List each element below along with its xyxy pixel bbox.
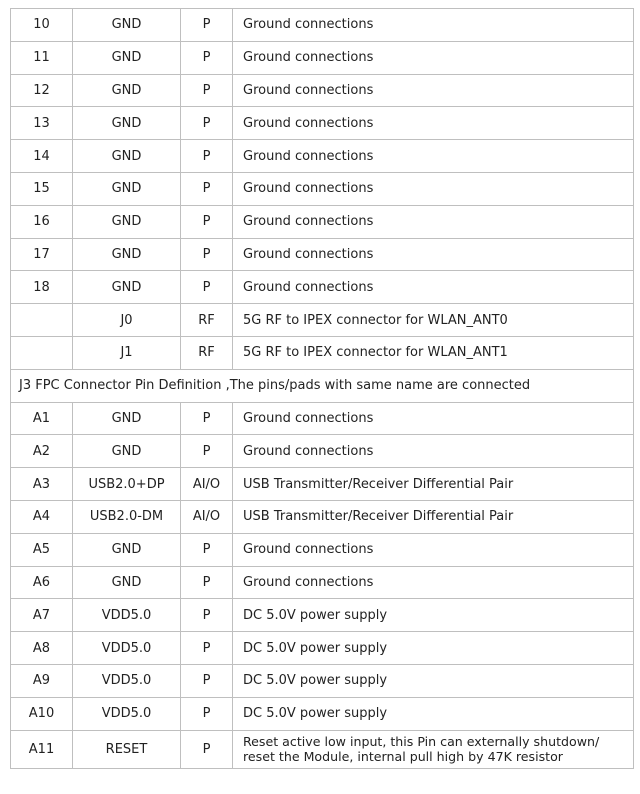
pin-number-cell [11, 336, 73, 369]
pin-table-body-lower [11, 402, 634, 768]
pin-number-cell: A11 [11, 730, 73, 768]
table-row [11, 107, 634, 140]
pin-name-cell: GND [73, 172, 181, 205]
pin-type-cell: P [181, 664, 233, 697]
pin-table-body-upper [11, 9, 634, 370]
pin-description-cell: Ground connections [233, 271, 634, 304]
pin-description-cell: USB Transmitter/Receiver Differential Pair [233, 468, 634, 501]
pin-name-cell: GND [73, 238, 181, 271]
section-row [11, 369, 634, 402]
pin-description-cell: Ground connections [233, 238, 634, 271]
pin-description-cell: Reset active low input, this Pin can externally shutdown/ reset the Module, internal pull high by 47K resistor [233, 730, 634, 768]
pin-number-cell: A5 [11, 533, 73, 566]
pin-description-cell: Ground connections [233, 41, 634, 74]
section-header [11, 369, 634, 402]
pin-number-cell: 13 [11, 107, 73, 140]
pin-type-cell: P [181, 74, 233, 107]
table-row [11, 271, 634, 304]
table-row [11, 468, 634, 501]
pin-type-cell: P [181, 41, 233, 74]
table-row [11, 533, 634, 566]
table-row [11, 664, 634, 697]
table-row [11, 41, 634, 74]
pin-type-cell: P [181, 632, 233, 665]
pin-name-cell: GND [73, 566, 181, 599]
pin-number-cell: 17 [11, 238, 73, 271]
pin-type-cell: RF [181, 336, 233, 369]
pin-description-cell: DC 5.0V power supply [233, 664, 634, 697]
pin-type-cell: P [181, 107, 233, 140]
table-row [11, 402, 634, 435]
pin-type-cell: P [181, 697, 233, 730]
pin-description-cell: Ground connections [233, 533, 634, 566]
table-row [11, 566, 634, 599]
pin-description-cell: Ground connections [233, 107, 634, 140]
pin-number-cell: A7 [11, 599, 73, 632]
table-row [11, 599, 634, 632]
pin-number-cell [11, 304, 73, 337]
pin-number-cell: 11 [11, 41, 73, 74]
pin-type-cell: P [181, 566, 233, 599]
pin-number-cell: 16 [11, 205, 73, 238]
pin-type-cell: P [181, 238, 233, 271]
pin-type-cell: P [181, 533, 233, 566]
pin-name-cell: J0 [73, 304, 181, 337]
pin-description-cell: DC 5.0V power supply [233, 697, 634, 730]
pin-description-cell: DC 5.0V power supply [233, 599, 634, 632]
pin-description-cell: USB Transmitter/Receiver Differential Pair [233, 500, 634, 533]
pin-number-cell: 10 [11, 9, 73, 42]
pin-name-cell: GND [73, 107, 181, 140]
pin-type-cell: P [181, 172, 233, 205]
pin-definition-table [10, 8, 634, 769]
table-row [11, 74, 634, 107]
pin-number-cell: A2 [11, 435, 73, 468]
pin-name-cell: VDD5.0 [73, 599, 181, 632]
pin-number-cell: A6 [11, 566, 73, 599]
pin-type-cell: AI/O [181, 500, 233, 533]
pin-number-cell: A3 [11, 468, 73, 501]
pin-type-cell: P [181, 271, 233, 304]
pin-type-cell: P [181, 599, 233, 632]
table-row [11, 632, 634, 665]
pin-number-cell: 14 [11, 140, 73, 173]
table-row [11, 697, 634, 730]
table-row [11, 172, 634, 205]
pin-name-cell: GND [73, 402, 181, 435]
pin-description-cell: 5G RF to IPEX connector for WLAN_ANT0 [233, 304, 634, 337]
pin-type-cell: P [181, 435, 233, 468]
pin-name-cell: GND [73, 533, 181, 566]
pin-name-cell: GND [73, 140, 181, 173]
pin-number-cell: A8 [11, 632, 73, 665]
pin-description-cell: Ground connections [233, 205, 634, 238]
pin-type-cell: P [181, 9, 233, 42]
pin-name-cell: VDD5.0 [73, 697, 181, 730]
pin-type-cell: RF [181, 304, 233, 337]
table-row [11, 9, 634, 42]
table-row [11, 730, 634, 768]
pin-description-cell: Ground connections [233, 402, 634, 435]
pin-name-cell: VDD5.0 [73, 664, 181, 697]
pin-type-cell: P [181, 140, 233, 173]
table-row [11, 205, 634, 238]
table-row [11, 336, 634, 369]
table-row [11, 435, 634, 468]
pin-number-cell: A9 [11, 664, 73, 697]
pin-number-cell: 18 [11, 271, 73, 304]
table-row [11, 304, 634, 337]
pin-name-cell: GND [73, 271, 181, 304]
pin-description-cell: Ground connections [233, 172, 634, 205]
pin-description-cell: 5G RF to IPEX connector for WLAN_ANT1 [233, 336, 634, 369]
pin-name-cell: USB2.0-DM [73, 500, 181, 533]
pin-type-cell: P [181, 402, 233, 435]
pin-name-cell: GND [73, 74, 181, 107]
pin-type-cell: P [181, 205, 233, 238]
pin-description-cell: Ground connections [233, 566, 634, 599]
pin-type-cell: P [181, 730, 233, 768]
pin-name-cell: GND [73, 205, 181, 238]
pin-description-cell: Ground connections [233, 9, 634, 42]
pin-number-cell: A1 [11, 402, 73, 435]
pin-number-cell: 12 [11, 74, 73, 107]
pin-name-cell: RESET [73, 730, 181, 768]
pin-name-cell: VDD5.0 [73, 632, 181, 665]
section-title: J3 FPC Connector Pin Definition ,The pins/pads with same name are connected [11, 369, 634, 402]
pin-description-cell: Ground connections [233, 74, 634, 107]
pin-name-cell: GND [73, 435, 181, 468]
table-row [11, 140, 634, 173]
pin-type-cell: AI/O [181, 468, 233, 501]
pin-name-cell: GND [73, 9, 181, 42]
pin-description-cell: DC 5.0V power supply [233, 632, 634, 665]
pin-number-cell: A4 [11, 500, 73, 533]
pin-name-cell: J1 [73, 336, 181, 369]
pin-number-cell: 15 [11, 172, 73, 205]
pin-description-cell: Ground connections [233, 435, 634, 468]
pin-number-cell: A10 [11, 697, 73, 730]
pin-name-cell: GND [73, 41, 181, 74]
table-row [11, 238, 634, 271]
pin-name-cell: USB2.0+DP [73, 468, 181, 501]
table-row [11, 500, 634, 533]
pin-description-cell: Ground connections [233, 140, 634, 173]
